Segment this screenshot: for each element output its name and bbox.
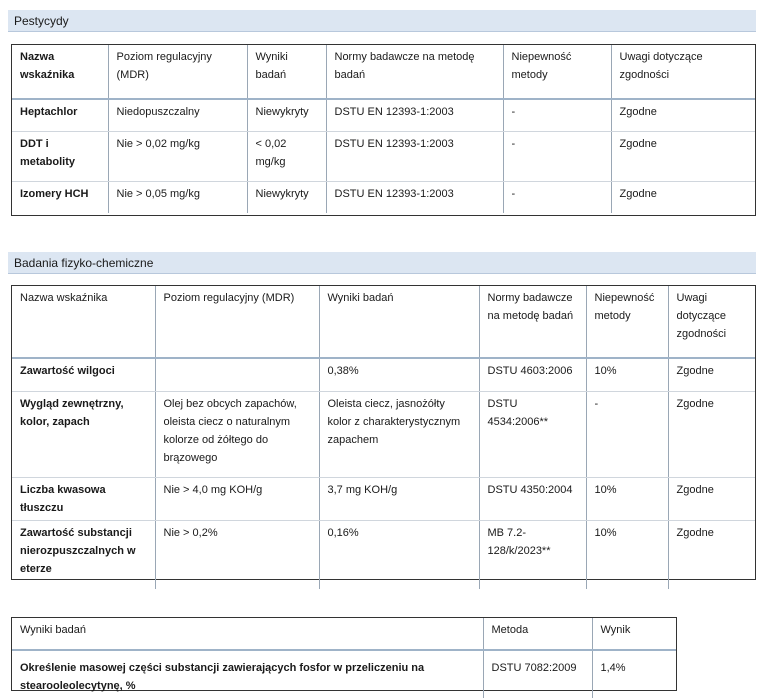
cell-uncertainty: -	[503, 131, 611, 181]
cell-mdr: Niedopuszczalny	[108, 99, 247, 131]
table-row	[12, 650, 676, 698]
cell-name: Heptachlor	[12, 99, 108, 131]
col-header-results: Wyniki badań	[12, 618, 483, 650]
table-header-row	[12, 618, 676, 650]
pestycydy-table	[12, 45, 755, 213]
col-header-name: Nazwa wskaźnika	[12, 286, 155, 358]
cell-uncertainty: -	[586, 391, 668, 477]
cell-result: 0,38%	[319, 358, 479, 391]
fizchem-table	[12, 286, 755, 589]
cell-mdr: Nie > 4,0 mg KOH/g	[155, 477, 319, 520]
cell-name: Wygląd zewnętrzny, kolor, zapach	[12, 391, 155, 477]
col-header-mdr: Poziom regulacyjny (MDR)	[108, 45, 247, 99]
col-header-norms: Normy badawcze na metodę badań	[326, 45, 503, 99]
cell-remark: Zgodne	[668, 477, 755, 520]
cell-uncertainty: 10%	[586, 358, 668, 391]
cell-name: Zawartość wilgoci	[12, 358, 155, 391]
cell-uncertainty: 10%	[586, 520, 668, 589]
cell-mdr: Nie > 0,2%	[155, 520, 319, 589]
table-row	[12, 477, 755, 520]
cell-norm: DSTU 4603:2006	[479, 358, 586, 391]
fizchem-table-frame	[11, 285, 756, 580]
cell-result: Niewykryty	[247, 181, 326, 213]
col-header-uncertainty: Niepewność metody	[586, 286, 668, 358]
table-row	[12, 391, 755, 477]
cell-mdr: Nie > 0,02 mg/kg	[108, 131, 247, 181]
cell-description: Określenie masowej części substancji zawierających fosfor w przeliczeniu na stearooleolecytynę, %	[20, 662, 425, 692]
col-header-norms: Normy badawcze na metodę badań	[479, 286, 586, 358]
cell-remark: Zgodne	[668, 358, 755, 391]
col-header-uncertainty: Niepewność metody	[503, 45, 611, 99]
table-header-row	[12, 286, 755, 358]
cell-result: Niewykryty	[247, 99, 326, 131]
cell-uncertainty: -	[503, 181, 611, 213]
cell-mdr: Nie > 0,05 mg/kg	[108, 181, 247, 213]
cell-method: DSTU 7082:2009	[483, 650, 592, 698]
table-row	[12, 131, 755, 181]
wyniki-table-frame	[11, 617, 677, 691]
col-header-mdr: Poziom regulacyjny (MDR)	[155, 286, 319, 358]
cell-name: DDT i metabolity	[12, 131, 108, 181]
cell-norm: DSTU 4350:2004	[479, 477, 586, 520]
cell-value: 1,4%	[592, 650, 676, 698]
cell-remark: Zgodne	[611, 131, 755, 181]
cell-result: Oleista ciecz, jasnożółty kolor z charakterystycznym zapachem	[319, 391, 479, 477]
cell-norm: DSTU 4534:2006**	[479, 391, 586, 477]
col-header-results: Wyniki badań	[247, 45, 326, 99]
cell-remark: Zgodne	[611, 181, 755, 213]
table-header-row	[12, 45, 755, 99]
cell-remark: Zgodne	[611, 99, 755, 131]
cell-remark: Zgodne	[668, 391, 755, 477]
cell-name: Izomery HCH	[20, 187, 89, 200]
table-row	[12, 520, 755, 589]
col-header-name: Nazwa wskaźnika	[12, 45, 108, 99]
col-header-remarks: Uwagi dotyczące zgodności	[668, 286, 755, 358]
section-title-pestycydy: Pestycydy	[8, 10, 756, 32]
cell-norm: MB 7.2-128/k/2023**	[479, 520, 586, 589]
cell-uncertainty: 10%	[586, 477, 668, 520]
wyniki-table	[12, 618, 676, 698]
cell-uncertainty: -	[503, 99, 611, 131]
col-header-method: Metoda	[483, 618, 592, 650]
cell-mdr: Olej bez obcych zapachów, oleista ciecz o naturalnym kolorze od żółtego do brązowego	[155, 391, 319, 477]
col-header-value: Wynik	[592, 618, 676, 650]
pestycydy-table-frame	[11, 44, 756, 216]
cell-mdr	[155, 358, 319, 391]
table-row	[12, 181, 755, 213]
cell-norm: DSTU EN 12393-1:2003	[326, 99, 503, 131]
cell-norm: DSTU EN 12393-1:2003	[326, 131, 503, 181]
cell-result: 3,7 mg KOH/g	[319, 477, 479, 520]
cell-result: < 0,02 mg/kg	[247, 131, 326, 181]
section-title-fizchem: Badania fizyko-chemiczne	[8, 252, 756, 274]
table-row	[12, 99, 755, 131]
cell-result: 0,16%	[319, 520, 479, 589]
col-header-remarks: Uwagi dotyczące zgodności	[611, 45, 755, 99]
cell-name: Zawartość substancji nierozpuszczalnych w eterze	[20, 526, 136, 575]
cell-remark: Zgodne	[668, 520, 755, 589]
table-row	[12, 358, 755, 391]
cell-name: Liczba kwasowa tłuszczu	[12, 477, 155, 520]
cell-norm: DSTU EN 12393-1:2003	[326, 181, 503, 213]
col-header-results: Wyniki badań	[319, 286, 479, 358]
